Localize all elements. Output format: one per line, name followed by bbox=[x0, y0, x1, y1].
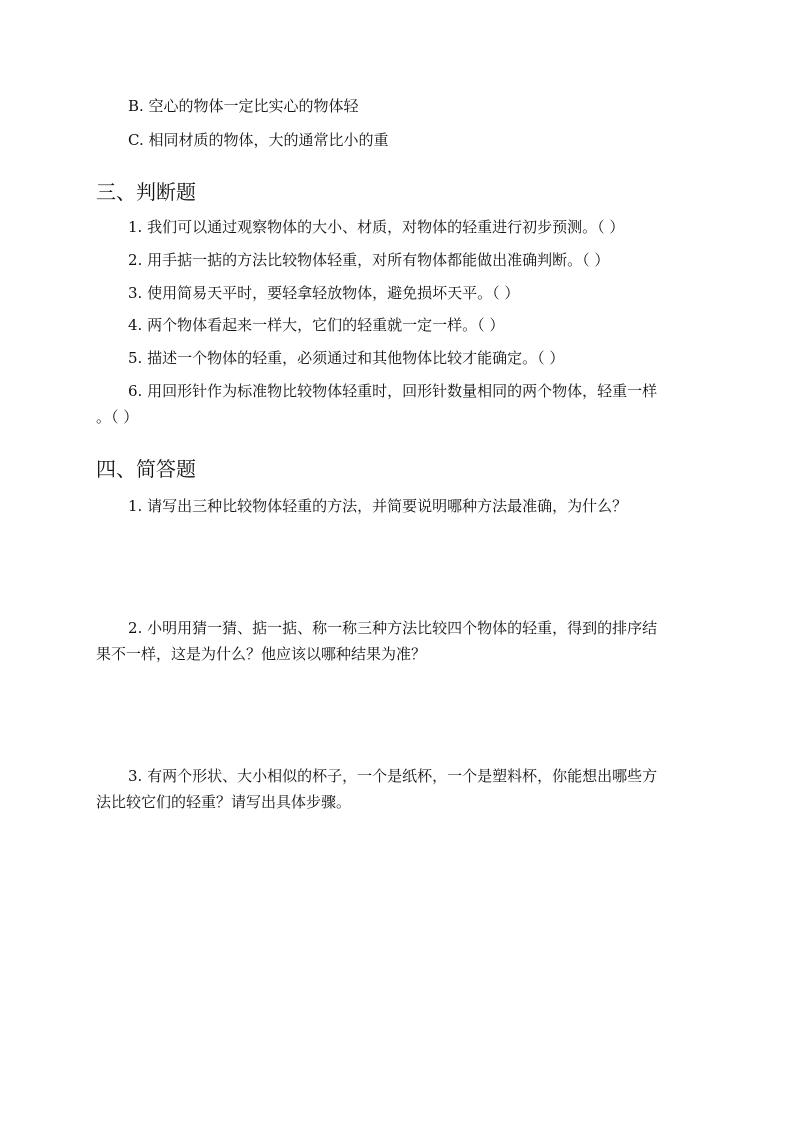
short-answer-question-3-continued: 法比较它们的轻重？请写出具体步骤。 bbox=[96, 793, 352, 811]
judgment-item-2: 2. 用手掂一掂的方法比较物体轻重，对所有物体都能做出准确判断。（ ） bbox=[128, 251, 610, 269]
section-title-judgment: 三、判断题 bbox=[96, 180, 196, 204]
short-answer-question-2-continued: 果不一样，这是为什么？他应该以哪种结果为准？ bbox=[96, 645, 427, 663]
section-title-short-answer: 四、简答题 bbox=[96, 457, 196, 481]
short-answer-question-3: 3. 有两个形状、大小相似的杯子，一个是纸杯，一个是塑料杯，你能想出哪些方 bbox=[128, 767, 658, 785]
judgment-item-6: 6. 用回形针作为标准物比较物体轻重时，回形针数量相同的两个物体，轻重一样 bbox=[128, 382, 658, 400]
judgment-item-5: 5. 描述一个物体的轻重，必须通过和其他物体比较才能确定。（ ） bbox=[128, 349, 565, 367]
judgment-item-4: 4. 两个物体看起来一样大，它们的轻重就一定一样。（ ） bbox=[128, 316, 505, 334]
judgment-item-1: 1. 我们可以通过观察物体的大小、材质，对物体的轻重进行初步预测。（ ） bbox=[128, 218, 625, 236]
short-answer-question-1: 1. 请写出三种比较物体轻重的方法，并简要说明哪种方法最准确，为什么？ bbox=[128, 497, 628, 515]
short-answer-question-2: 2. 小明用猜一猜、掂一掂、称一称三种方法比较四个物体的轻重，得到的排序结 bbox=[128, 619, 658, 637]
option-c: C. 相同材质的物体，大的通常比小的重 bbox=[128, 131, 389, 149]
option-b: B. 空心的物体一定比实心的物体轻 bbox=[128, 97, 359, 115]
judgment-item-6-continued: 。（ ） bbox=[96, 408, 139, 426]
judgment-item-3: 3. 使用简易天平时，要轻拿轻放物体，避免损坏天平。（ ） bbox=[128, 284, 520, 302]
